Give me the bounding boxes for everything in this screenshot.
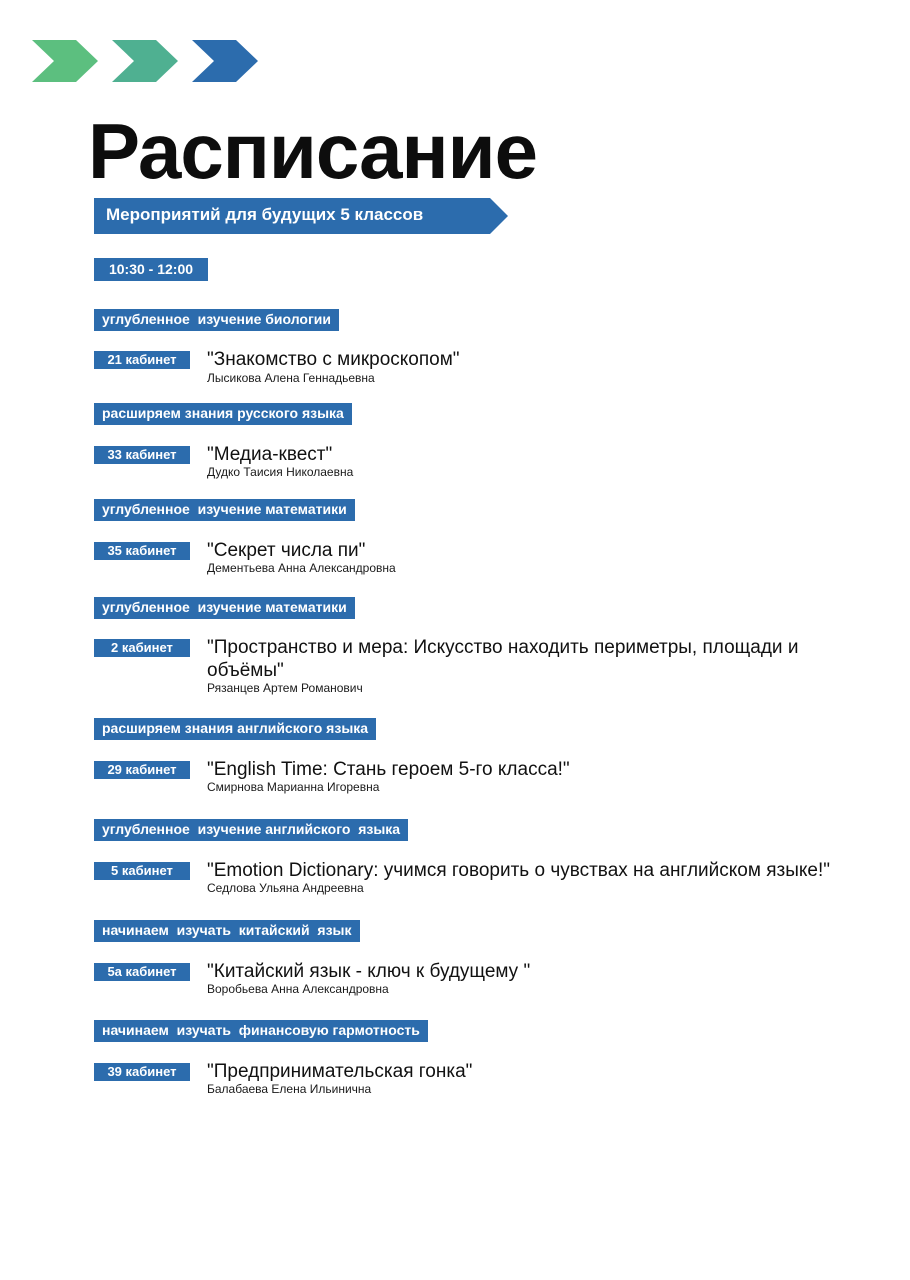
time-badge: 10:30 - 12:00 (94, 258, 208, 281)
teacher-name: Седлова Ульяна Андреевна (207, 881, 364, 895)
category-label: начинаем изучать финансовую гармотность (94, 1020, 428, 1042)
teacher-name: Воробьева Анна Александровна (207, 982, 389, 996)
room-badge: 39 кабинет (94, 1063, 190, 1081)
category-label: углубленное изучение английского языка (94, 819, 408, 841)
room-badge: 21 кабинет (94, 351, 190, 369)
chevron-icon (192, 40, 258, 82)
chevron-icon (32, 40, 98, 82)
subtitle-text: Мероприятий для будущих 5 классов (106, 205, 424, 224)
category-label: углубленное изучение математики (94, 499, 355, 521)
room-badge: 2 кабинет (94, 639, 190, 657)
header-chevrons (32, 40, 272, 82)
teacher-name: Смирнова Марианна Игоревна (207, 780, 380, 794)
event-title: "Медиа-квест" (207, 444, 333, 465)
teacher-name: Дудко Таисия Николаевна (207, 465, 354, 479)
teacher-name: Рязанцев Артем Романович (207, 681, 363, 695)
subtitle-banner (94, 198, 508, 234)
event-title: "Секрет числа пи" (207, 540, 366, 561)
event-title: "English Time: Стань героем 5-го класса!" (207, 759, 570, 780)
room-badge: 33 кабинет (94, 446, 190, 464)
event-title: "Пространство и мера: Искусство находить периметры, площади и объёмы" (207, 637, 799, 681)
category-label: расширяем знания русского языка (94, 403, 352, 425)
category-label: углубленное изучение математики (94, 597, 355, 619)
room-badge: 5а кабинет (94, 963, 190, 981)
category-label: углубленное изучение биологии (94, 309, 339, 331)
page-title: Расписание (88, 107, 537, 195)
category-label: начинаем изучать китайский язык (94, 920, 360, 942)
teacher-name: Балабаева Елена Ильинична (207, 1082, 372, 1096)
room-badge: 35 кабинет (94, 542, 190, 560)
room-badge: 29 кабинет (94, 761, 190, 779)
room-badge: 5 кабинет (94, 862, 190, 880)
event-title: "Предпринимательская гонка" (207, 1061, 473, 1082)
chevron-icon (112, 40, 178, 82)
event-title: "Emotion Dictionary: учимся говорить о чувствах на английском языке!" (207, 860, 830, 881)
category-label: расширяем знания английского языка (94, 718, 376, 740)
event-title: "Китайский язык - ключ к будущему " (207, 961, 531, 982)
teacher-name: Лысикова Алена Геннадьевна (207, 371, 375, 385)
teacher-name: Дементьева Анна Александровна (207, 561, 396, 575)
event-title: "Знакомство с микроскопом" (207, 349, 460, 370)
